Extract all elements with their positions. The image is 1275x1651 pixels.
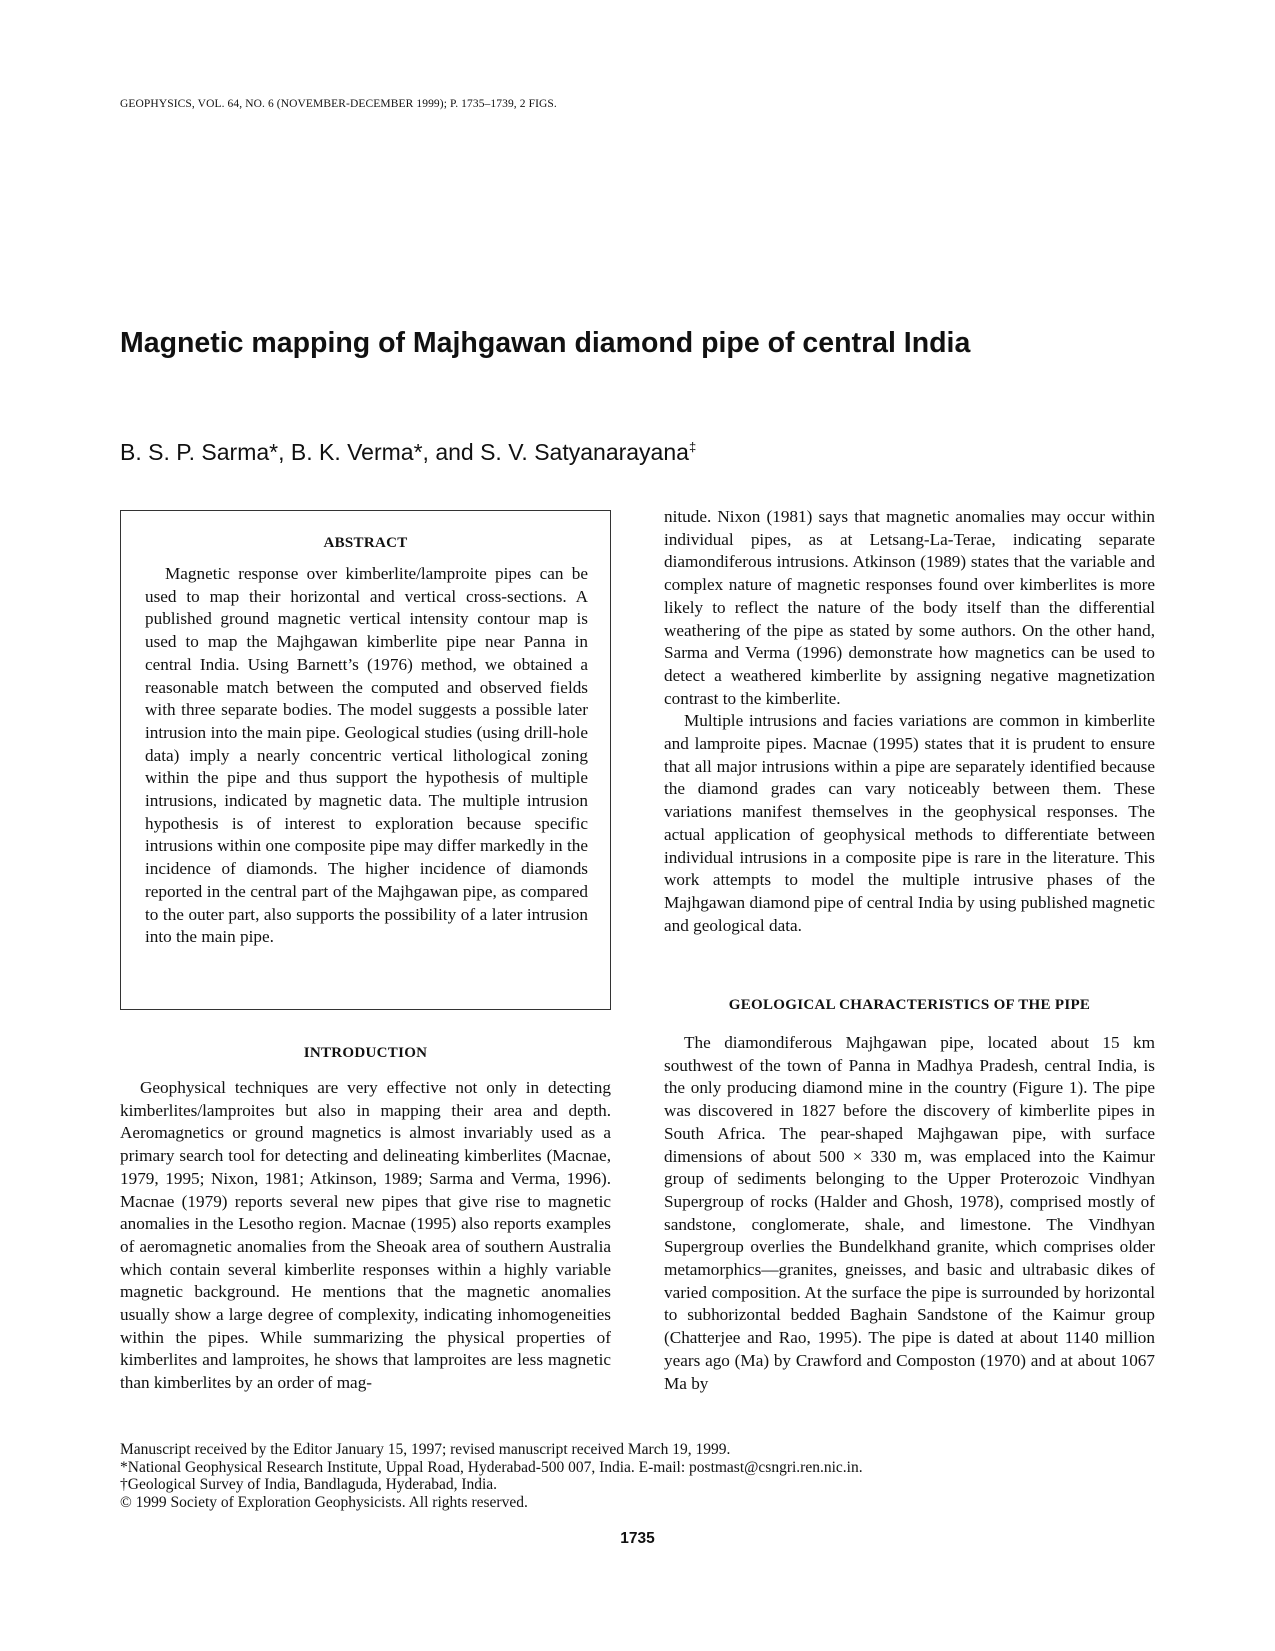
article-title: Magnetic mapping of Majhgawan diamond pipe of central India: [120, 327, 971, 359]
abstract-box: [120, 510, 611, 1010]
introduction-paragraph: Geophysical techniques are very effective not only in detecting kimberlites/lamproites but also in mapping their area and depth. Aeromagnetics or ground magnetics is almost invariably used as a primary search tool for detecting and delineating kimberlites (Macnae, 1979, 1995; Nixon, 1981; Atkinson, 1989; Sarma and Verma, 1996). Macnae (1979) reports several new pipes that give rise to magnetic anomalies in the Lesotho region. Macnae (1995) also reports examples of aeromagnetic anomalies from the Sheoak area of southern Australia which contain several kimberlite responses within a highly variable magnetic background. He mentions that the magnetic anomalies usually show a large degree of complexity, indicating inhomogeneities within the pipes. While summarizing the physical properties of kimberlites and lamproites, he shows that lamproites are less magnetic than kimberlites by an order of mag-: [120, 1078, 611, 1393]
author-footnote-mark: ‡: [688, 439, 697, 455]
introduction-body: [120, 1077, 611, 1395]
geology-paragraph: The diamondiferous Majhgawan pipe, located about 15 km southwest of the town of Panna in Madhya Pradesh, central India, is the only producing diamond mine in the country (Figure 1). The pipe was discovered in 1827 before the discovery of kimberlite pipes in South Africa. The pear-shaped Majhgawan pipe, with surface dimensions of about 500 × 330 m, was emplaced into the Kaimur group of sediments belonging to the Upper Proterozoic Vindhyan Supergroup of rocks (Halder and Ghosh, 1978), comprised mostly of sandstone, conglomerate, shale, and limestone. The Vindhyan Supergroup overlies the Bundelkhand granite, which comprises older metamorphics—granites, gneisses, and basic and ultrabasic dikes of varied composition. At the surface the pipe is surrounded by horizontal to subhorizontal bedded Baghain Sandstone of the Kaimur group (Chatterjee and Rao, 1995). The pipe is dated at about 1140 million years ago (Ma) by Crawford and Composton (1970) and at about 1067 Ma by: [664, 1033, 1155, 1393]
footnotes: [120, 1441, 1160, 1511]
footnote-affiliation-ngri: *National Geophysical Research Institute, Uppal Road, Hyderabad-500 007, India. E-mail: postmast@csngri.ren.nic.in.: [120, 1458, 863, 1476]
running-head: GEOPHYSICS, VOL. 64, NO. 6 (NOVEMBER-DECEMBER 1999); P. 1735–1739, 2 FIGS.: [120, 98, 557, 110]
multiple-intrusions-paragraph: Multiple intrusions and facies variations are common in kimberlite and lamproite pipes. Macnae (1995) states that it is prudent to ensure that all major intrusions within a pipe are separately identified because the diamond grades can vary noticeably between them. These variations manifest themselves in the geophysical responses. The actual application of geophysical methods to differentiate between individual intrusions in a composite pipe is rare in the literature. This work attempts to model the multiple intrusive phases of the Majhgawan diamond pipe of central India by using published magnetic and geological data.: [664, 711, 1155, 935]
abstract-body: [145, 563, 588, 949]
geology-section-body: [664, 1032, 1155, 1395]
author-line: [120, 438, 696, 466]
footnote-affiliation-gsi: †Geological Survey of India, Bandlaguda, Hyderabad, India.: [120, 1476, 498, 1493]
page-number: 1735: [620, 1530, 655, 1547]
abstract-heading: ABSTRACT: [323, 535, 408, 551]
abstract-paragraph: Magnetic response over kimberlite/lamproite pipes can be used to map their horizontal and vertical cross-sections. A published ground magnetic vertical intensity contour map is used to map the Majhgawan kimberlite pipe near Panna in central India. Using Barnett’s (1976) method, we obtained a reasonable match between the computed and observed fields with three separate bodies. The model suggests a possible later intrusion into the main pipe. Geological studies (using drill-hole data) imply a nearly concentric vertical lithological zoning within the pipe and thus support the hypothesis of multiple intrusions, indicated by magnetic data. The multiple intrusion hypothesis is of interest to exploration because specific intrusions within one composite pipe may differ markedly in the incidence of diamonds. The higher incidence of diamonds reported in the central part of the Majhgawan pipe, as compared to the outer part, also supports the possibility of a later intrusion into the main pipe.: [145, 564, 588, 947]
continued-paragraph: nitude. Nixon (1981) says that magnetic anomalies may occur within individual pipes, as at Letsang-La-Terae, indicating separate diamondiferous intrusions. Atkinson (1989) states that the variable and complex nature of magnetic responses found over kimberlites is more likely to reflect the nature of the body itself than the differential weathering of the pipe as stated by some authors. On the other hand, Sarma and Verma (1996) demonstrate how magnetics can be used to detect a weathered kimberlite by assigning negative magnetization contrast to the kimberlite.: [664, 507, 1155, 708]
geology-section-heading: GEOLOGICAL CHARACTERISTICS OF THE PIPE: [728, 997, 1091, 1013]
footnote-received: Manuscript received by the Editor January 15, 1997; revised manuscript received March 19, 1999.: [120, 1441, 731, 1458]
right-column-body: [664, 506, 1155, 937]
author-names: B. S. P. Sarma*, B. K. Verma*, and S. V. Satyanarayana: [120, 439, 689, 465]
footnote-copyright: © 1999 Society of Exploration Geophysicists. All rights reserved.: [120, 1493, 528, 1511]
introduction-heading: INTRODUCTION: [303, 1045, 428, 1061]
